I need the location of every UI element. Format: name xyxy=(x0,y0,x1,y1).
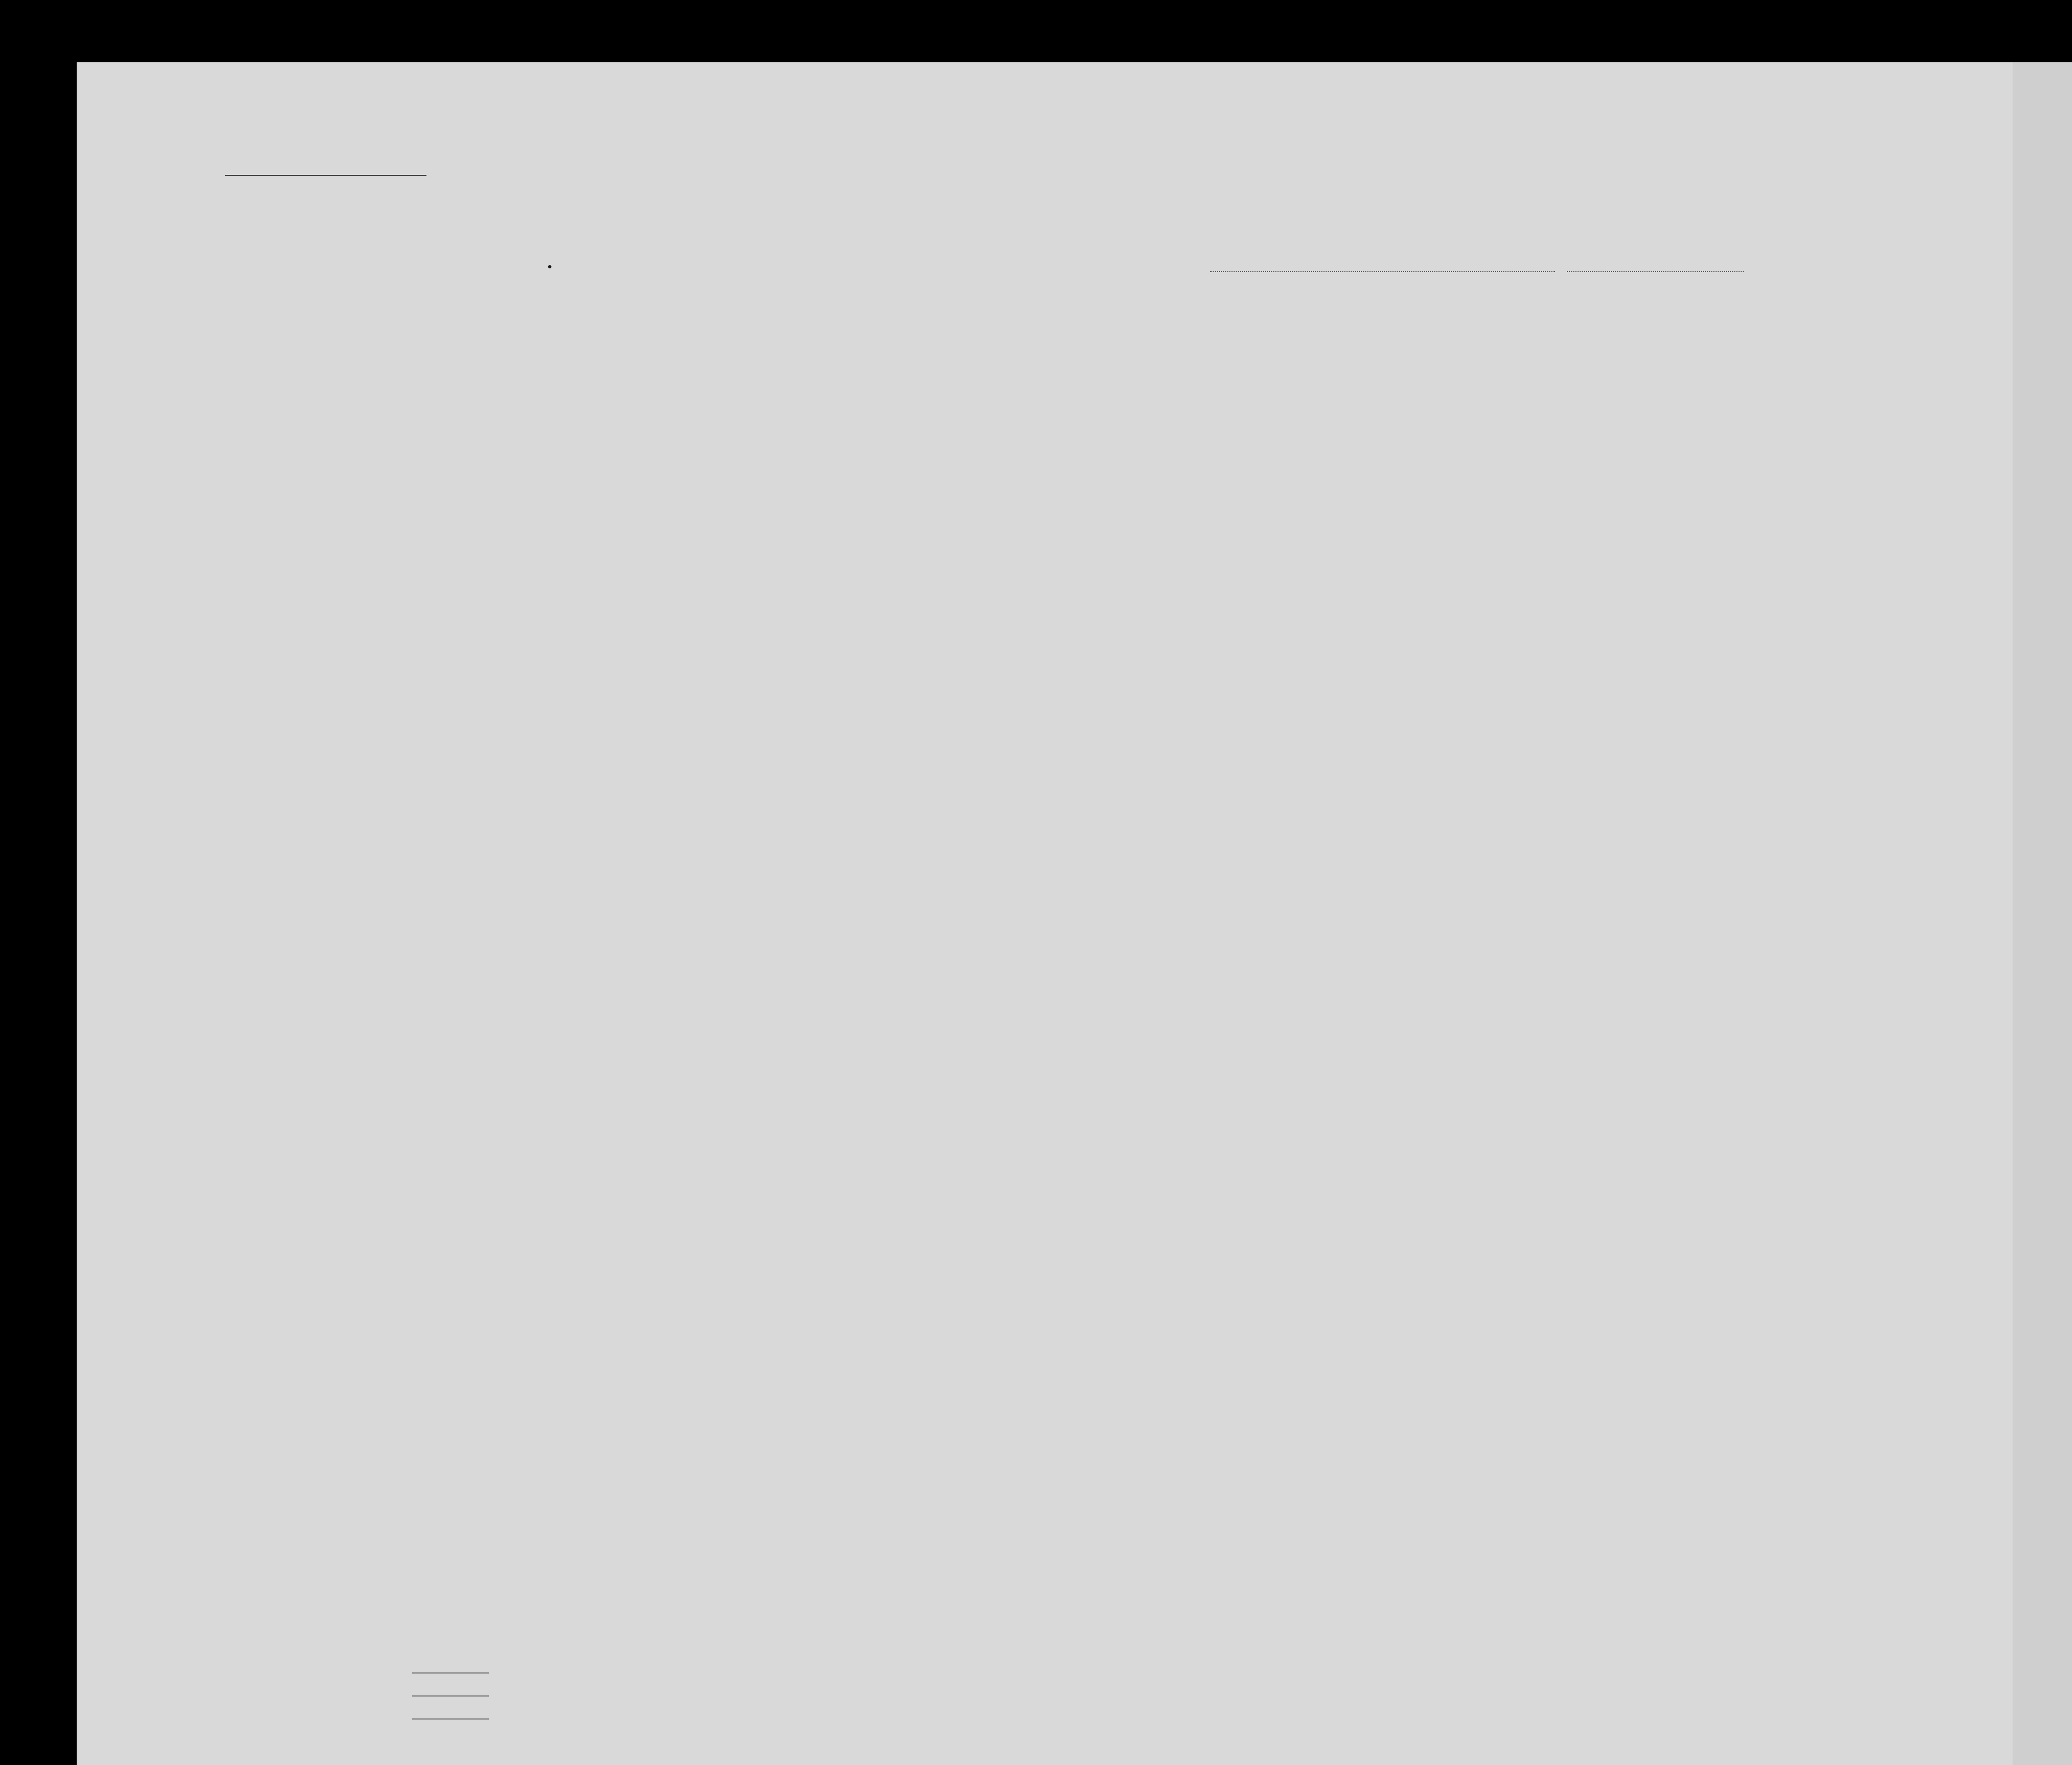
header-head-tax xyxy=(178,357,253,359)
header-data-concerning xyxy=(1586,355,1711,358)
ss-period: . xyxy=(546,243,553,274)
